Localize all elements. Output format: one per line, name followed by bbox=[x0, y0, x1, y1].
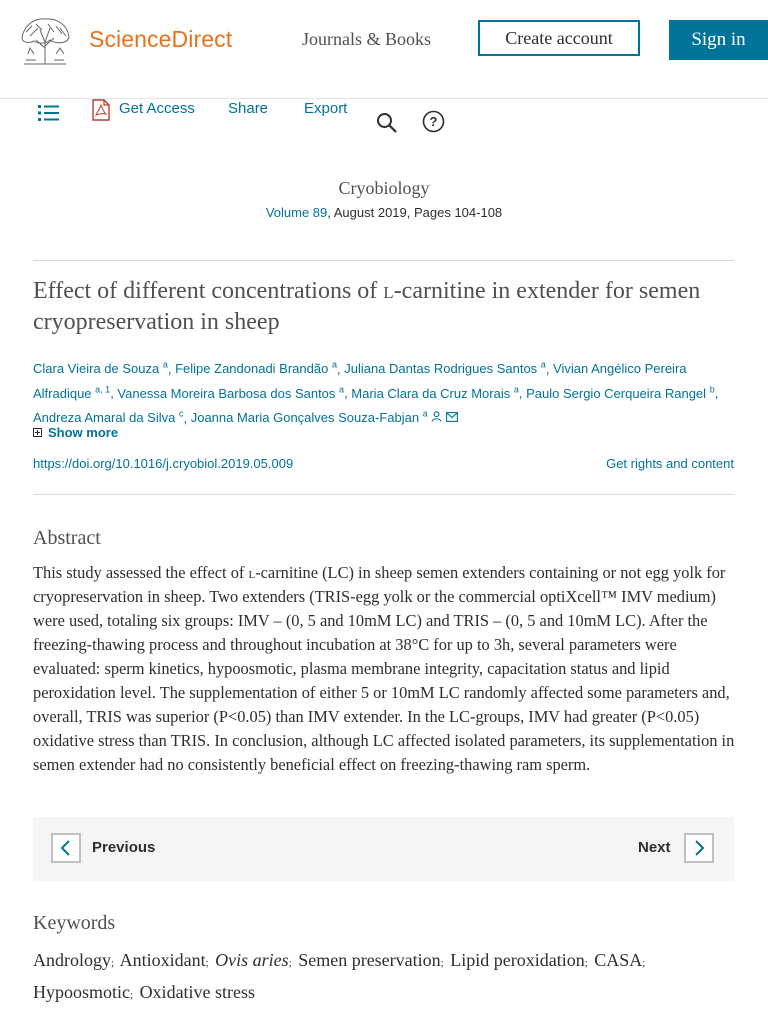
divider bbox=[33, 494, 734, 495]
journals-books-link[interactable]: Journals & Books bbox=[302, 29, 432, 49]
keywords-heading: Keywords bbox=[33, 912, 116, 934]
next-label[interactable]: Next bbox=[638, 839, 671, 856]
keyword: Antioxidant bbox=[119, 950, 206, 970]
keyword: Ovis aries bbox=[215, 950, 289, 970]
author-link[interactable]: Paulo Sergio Cerqueira Rangel $^b$ bbox=[526, 384, 715, 401]
divider bbox=[33, 260, 734, 261]
person-icon[interactable] bbox=[431, 411, 442, 422]
doi-link[interactable]: https://doi.org/10.1016/j.cryobiol.2019.05.009 bbox=[33, 456, 294, 471]
title-smallcaps: l bbox=[383, 278, 394, 304]
keyword: Oxidative stress bbox=[139, 982, 256, 1002]
pdf-icon[interactable] bbox=[90, 99, 112, 121]
create-account-button[interactable]: Create account bbox=[478, 20, 640, 56]
keyword: Hypoosmotic bbox=[33, 982, 130, 1002]
search-icon[interactable] bbox=[376, 112, 398, 134]
chevron-left-icon bbox=[53, 835, 79, 861]
keyword: Lipid peroxidation bbox=[450, 950, 585, 970]
volume-link[interactable]: Volume 89 bbox=[265, 205, 328, 220]
show-more-label: Show more bbox=[48, 425, 119, 440]
keyword: CASA bbox=[594, 950, 643, 970]
journal-title[interactable]: Cryobiology bbox=[338, 178, 430, 198]
author-link[interactable]: Maria Clara da Cruz Morais $^a$ bbox=[351, 384, 519, 401]
author-link[interactable]: Vivian Angélico Pereira Alfradique $^{a, 1}$ bbox=[33, 361, 687, 401]
article-title bbox=[33, 276, 733, 338]
rights-link[interactable]: Get rights and content bbox=[606, 456, 734, 471]
author-link[interactable]: Andreza Amaral da Silva $^c$ bbox=[33, 408, 184, 425]
brand-name[interactable]: ScienceDirect bbox=[89, 26, 233, 52]
volume-info bbox=[0, 205, 768, 220]
abstract-heading: Abstract bbox=[33, 527, 101, 549]
svg-text:?: ? bbox=[429, 114, 438, 129]
author-list: Clara Vieira de Souza $^a$, Felipe Zandonadi Brandão $^a$, Juliana Dantas Rodrigues Santos $^a$, Vivian Angélico Pereira Alfradique $^{a, 1}$, Vanessa Moreira Barbosa dos Santos $^a$, Maria Clara da Cruz Morais $^a$, Paulo Sergio Cerqueira Rangel $^b$, Andreza Amaral da Silva $^c$, Joanna Maria Gonçalves Souza-Fabjan $^a$ bbox=[33, 360, 719, 425]
email-icon[interactable] bbox=[446, 412, 458, 422]
volume-details: , August 2019, Pages 104-108 bbox=[327, 205, 503, 220]
elsevier-logo-icon[interactable] bbox=[16, 14, 74, 66]
sign-in-button[interactable]: Sign in bbox=[669, 20, 768, 60]
previous-button[interactable] bbox=[51, 833, 81, 863]
export-link[interactable]: Export bbox=[304, 100, 348, 117]
author-link[interactable]: Felipe Zandonadi Brandão $^a$ bbox=[175, 360, 337, 377]
abstract-text: This study assessed the effect of l-carnitine (LC) in sheep semen extenders containing or not egg yolk for cryopreservation in sheep. Two extenders (TRIS-egg yolk or the commercial optiXcell™ IMV medium) were used, totaling six groups: IMV – (0, 5 and 10mM LC) and TRIS – (0, 5 and 10mM LC). After the freezing-thawing process and throughout incubation at 38°C for up to 3h, several parameters were evaluated: sperm kinetics, hypoosmotic, plasma membrane integrity, capacitation status and lipid peroxidation level. The supplementation of either 5 or 10mM LC randomly affected some parameters and, overall, TRIS was superior (P<0.05) than IMV extender. In the LC-groups, IMV had greater (P<0.05) oxidative stress than TRIS. In conclusion, although LC affected isolated parameters, its supplementation in semen extender had no consistently beneficial effect on freezing-thawing ram sperm. bbox=[33, 563, 735, 774]
author-link[interactable]: Joanna Maria Gonçalves Souza-Fabjan $^a$ bbox=[190, 408, 428, 425]
show-more-toggle[interactable] bbox=[33, 425, 118, 440]
help-icon[interactable] bbox=[422, 110, 445, 133]
get-access-link[interactable]: Get Access bbox=[119, 100, 195, 117]
outline-list-icon[interactable] bbox=[38, 105, 60, 121]
previous-label[interactable]: Previous bbox=[92, 839, 156, 856]
keyword: Andrology bbox=[33, 950, 111, 970]
next-button[interactable] bbox=[684, 833, 714, 863]
keyword-list: Andrology; Antioxidant; Ovis aries; Semen preservation; Lipid peroxidation; CASA; Hypoosmotic; Oxidative stress bbox=[33, 950, 646, 1002]
author-link[interactable]: Vanessa Moreira Barbosa dos Santos $^a$ bbox=[117, 384, 345, 401]
keyword: Semen preservation bbox=[298, 950, 441, 970]
site-header bbox=[0, 0, 768, 99]
title-part-1: Effect of different concentrations of bbox=[33, 278, 384, 304]
chevron-right-icon bbox=[686, 835, 712, 861]
title-part-2: -carnitine in extender for semen cryopreservation in sheep bbox=[33, 278, 701, 335]
author-link[interactable]: Juliana Dantas Rodrigues Santos $^a$ bbox=[344, 360, 546, 377]
share-link[interactable]: Share bbox=[228, 100, 269, 117]
expand-icon bbox=[33, 428, 42, 437]
article-pager bbox=[33, 817, 734, 881]
author-link[interactable]: Clara Vieira de Souza $^a$ bbox=[33, 360, 168, 377]
